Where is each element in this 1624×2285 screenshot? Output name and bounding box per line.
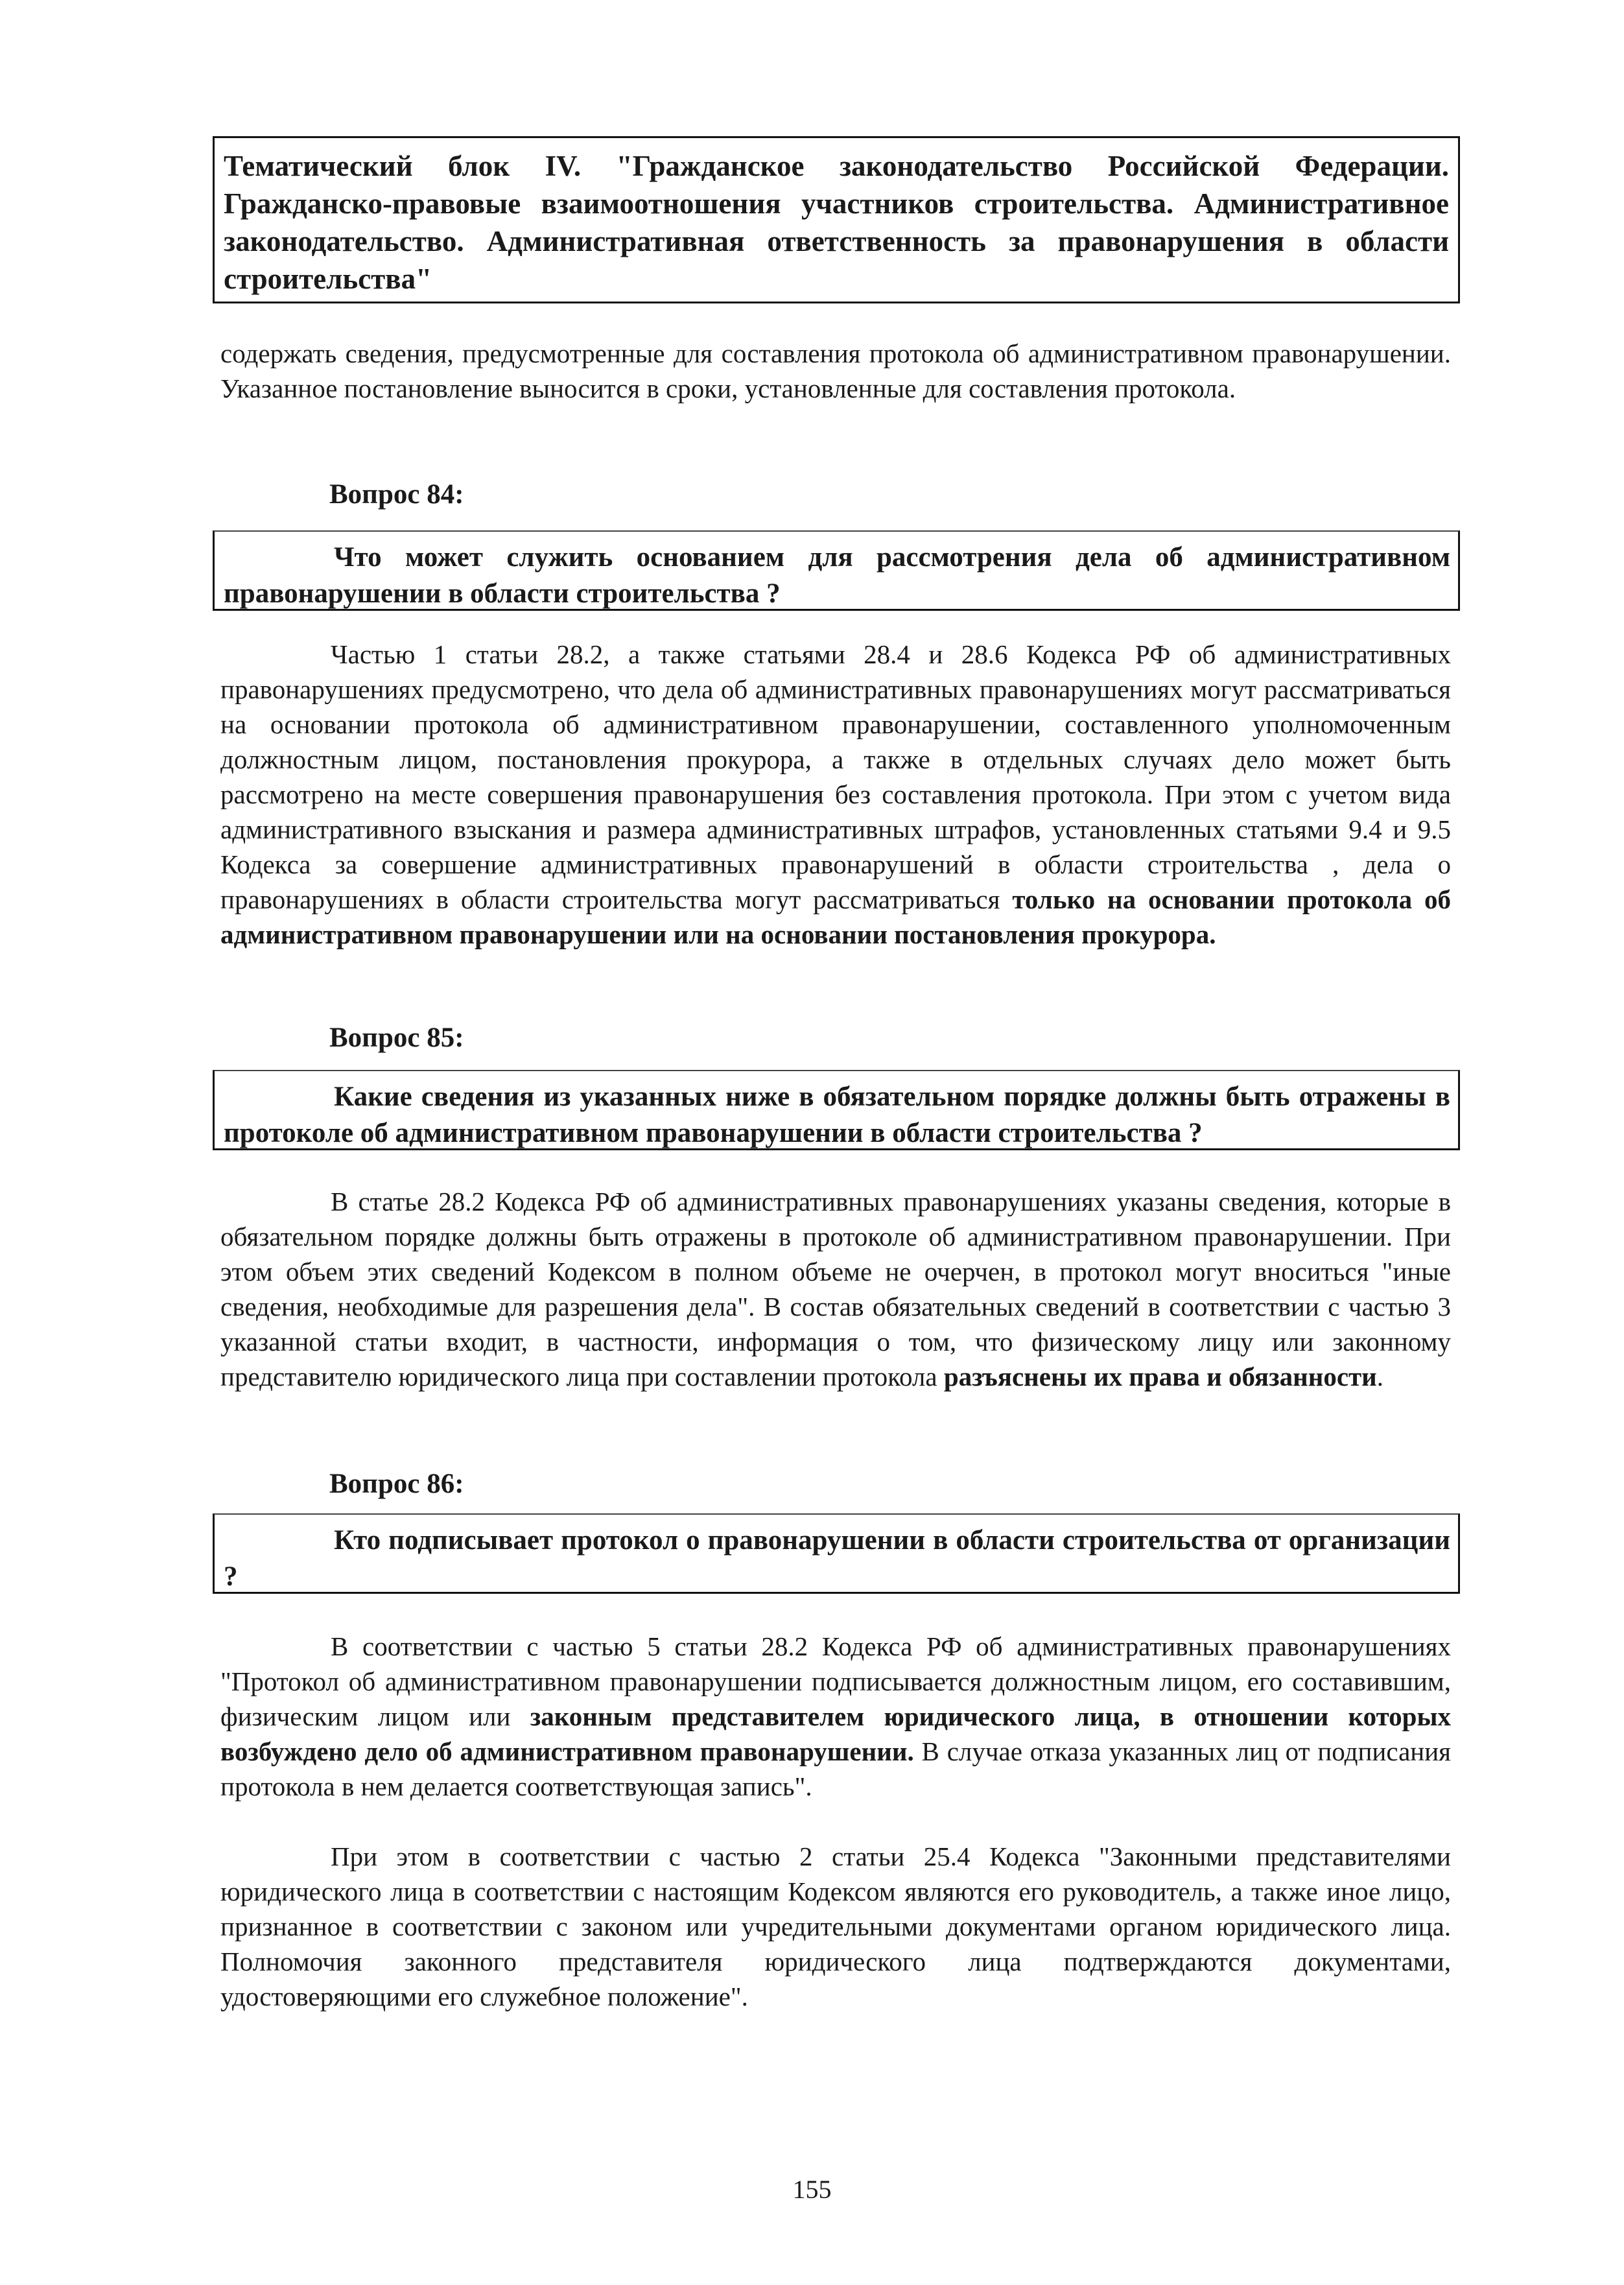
answer-84-bold: только на основании протокола об административном правонарушении или на основании постановления прокурора. xyxy=(220,884,1451,949)
answer-86-paragraph-2: При этом в соответствии с частью 2 статьи 25.4 Кодекса "Законными представителями юридического лица в соответствии с настоящим Кодексом являются его руководитель, а также иное лицо, признанное в соответствии с законом или учредительными документами органом юридического лица. Полномочия законного представителя юридического лица подтверждаются документами, удостоверяющими его служебное положение". xyxy=(220,1841,1451,2011)
answer-84-plain: Частью 1 статьи 28.2, а также статьями 28.4 и 28.6 Кодекса РФ об административных правонарушениях предусмотрено, что дела об административных правонарушениях могут рассматриваться на основании протокола об административном правонарушении, составленного уполномоченным должностным лицом, постановления прокурора, а также в отдельных случаях дело может быть рассмотрено на месте совершения правонарушения без составления протокола. При этом с учетом вида административного взыскания и размера административных штрафов, установленных статьями 9.4 и 9.5 Кодекса за совершение административных правонарушений в области строительства , дела о правонарушениях в области строительства могут рассматриваться xyxy=(220,639,1451,914)
thematic-block-header xyxy=(213,136,1460,303)
answer-86-paragraph-1 xyxy=(220,1629,1451,1804)
question-85-box xyxy=(213,1070,1460,1150)
intro-paragraph: содержать сведения, предусмотренные для составления протокола об административном правонарушении. Указанное постановление выносится в сроки, установленные для составления протокола. xyxy=(220,338,1451,403)
question-86-text: Кто подписывает протокол о правонарушении в области строительства от организации ? xyxy=(224,1525,1450,1592)
answer-84-paragraph xyxy=(220,637,1451,952)
answer-86-plain: В соответствии с частью 5 статьи 28.2 Кодекса РФ об административных правонарушениях "Протокол об административном правонарушении подписывается должностным лицом, его составившим, физическим лицом или xyxy=(220,1631,1451,1731)
answer-86-end: В случае отказа указанных лиц от подписания протокола в нем делается соответствующая запись". xyxy=(220,1736,1452,1801)
answer-85-bold: разъяснены их права и обязанности xyxy=(943,1362,1377,1391)
question-85-text: Какие сведения из указанных ниже в обязательном порядке должны быть отражены в протоколе об административном правонарушении в области строительства ? xyxy=(224,1082,1450,1148)
answer-86-bold: законным представителем юридического лица, в отношении которых возбуждено дело об административном правонарушении. xyxy=(220,1701,1452,1766)
question-86-box xyxy=(213,1513,1460,1594)
answer-85-plain: В статье 28.2 Кодекса РФ об административных правонарушениях указаны сведения, которые в обязательном порядке должны быть отражены в протоколе об административном правонарушении. При этом объем этих сведений Кодексом в полном объеме не очерчен, в протокол могут вноситься "иные сведения, необходимые для разрешения дела". В состав обязательных сведений в соответствии с частью 3 указанной статьи входит, в частности, информация о том, что физическому лицу или законному представителю юридического лица при составлении протокола xyxy=(220,1187,1451,1391)
header-title: Тематический блок IV. "Гражданское законодательство Российской Федерации. Гражданско-правовые взаимоотношения участников строительства. Административное законодательство. Административная ответственность за правонарушения в области строительства" xyxy=(224,150,1449,295)
question-84-label: Вопрос 84: xyxy=(329,479,464,510)
question-84-box xyxy=(213,530,1460,611)
question-85-label: Вопрос 85: xyxy=(329,1023,464,1053)
question-84-text: Что может служить основанием для рассмотрения дела об административном правонарушении в области строительства ? xyxy=(224,542,1450,609)
question-86-label: Вопрос 86: xyxy=(329,1469,464,1499)
answer-85-end: . xyxy=(1376,1362,1384,1391)
answer-85-paragraph xyxy=(220,1184,1451,1394)
page-number: 155 xyxy=(792,2175,832,2204)
